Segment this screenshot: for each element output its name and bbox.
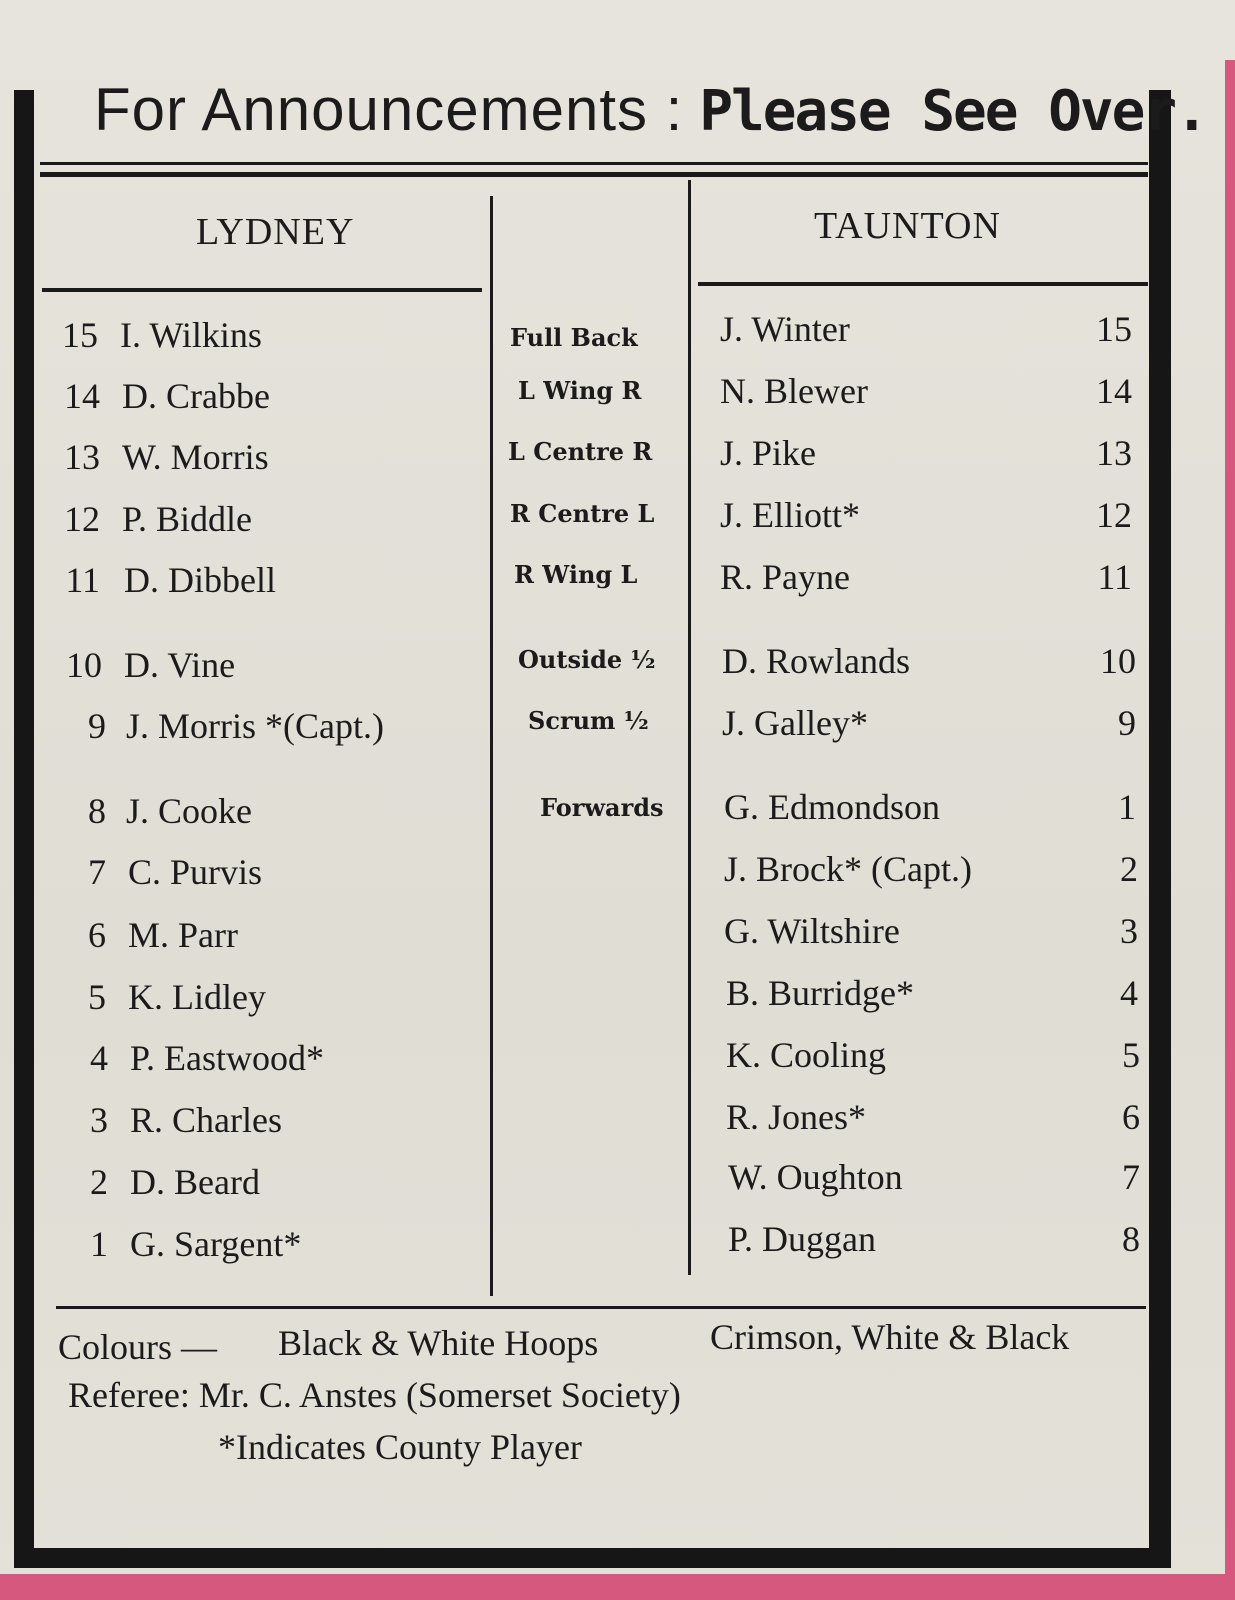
player-number: 5 xyxy=(1122,1035,1140,1075)
player-number: 4 xyxy=(1120,973,1138,1013)
player-name: D. Vine xyxy=(124,645,236,685)
position-centre: R Centre L xyxy=(510,499,655,528)
player-name: J. Pike xyxy=(720,433,817,473)
player-number: 8 xyxy=(1122,1219,1140,1259)
player-number: 14 xyxy=(64,376,100,416)
page-edge xyxy=(1225,60,1235,1600)
player-name: R. Charles xyxy=(130,1100,282,1140)
page-title xyxy=(94,70,1207,150)
player-name: G. Wiltshire xyxy=(724,911,900,951)
player-name: M. Parr xyxy=(128,915,238,955)
player-number: 3 xyxy=(90,1100,108,1140)
position-wing: L Wing R xyxy=(518,376,642,405)
player-name: D. Dibbell xyxy=(124,560,276,600)
position-full-back: Full Back xyxy=(510,323,638,352)
footer-rule xyxy=(56,1306,1146,1309)
player-name: D. Beard xyxy=(130,1162,260,1202)
player-name: B. Burridge* xyxy=(726,973,914,1013)
player-name: J. Brock* (Capt.) xyxy=(724,849,972,889)
away-team-rule xyxy=(698,282,1148,286)
player-name: J. Galley* xyxy=(722,703,868,743)
home-team-rule xyxy=(42,288,482,292)
player-name: G. Edmondson xyxy=(724,787,940,827)
player-number: 15 xyxy=(1096,309,1132,349)
player-number: 1 xyxy=(1118,787,1136,827)
player-name: D. Crabbe xyxy=(122,376,270,416)
player-number: 2 xyxy=(1120,849,1138,889)
player-name: C. Purvis xyxy=(128,852,263,892)
player-name: N. Blewer xyxy=(720,371,868,411)
player-name: P. Biddle xyxy=(122,499,253,539)
player-number: 6 xyxy=(88,915,106,955)
player-number: 8 xyxy=(88,791,106,831)
player-number: 15 xyxy=(62,315,98,355)
player-name: P. Duggan xyxy=(728,1219,877,1259)
title-see-over: Please See Over. xyxy=(699,79,1207,144)
player-number: 13 xyxy=(64,437,100,477)
team-name-home: LYDNEY xyxy=(196,211,355,253)
player-name: D. Rowlands xyxy=(722,641,910,681)
title-announcements: For Announcements : xyxy=(94,76,684,143)
player-name: J. Winter xyxy=(720,309,850,349)
position-wing: R Wing L xyxy=(514,560,638,589)
position-forwards: Forwards xyxy=(540,793,664,822)
player-number: 9 xyxy=(88,706,106,746)
player-name: K. Cooling xyxy=(726,1035,887,1075)
column-divider-left xyxy=(490,196,493,1296)
position-scrum-half: Scrum ½ xyxy=(528,706,649,735)
player-name: R. Jones* xyxy=(726,1097,867,1137)
player-number: 2 xyxy=(90,1162,108,1202)
header-rule-thick xyxy=(40,172,1148,177)
position-centre: L Centre R xyxy=(508,437,653,466)
player-name: G. Sargent* xyxy=(130,1224,302,1264)
home-colours: Black & White Hoops xyxy=(278,1323,599,1363)
player-name: W. Morris xyxy=(122,437,269,477)
player-number: 11 xyxy=(1097,557,1132,597)
player-number: 13 xyxy=(1096,433,1132,473)
column-divider-right xyxy=(688,180,691,1275)
player-name: R. Payne xyxy=(720,557,850,597)
player-number: 10 xyxy=(66,645,102,685)
player-number: 7 xyxy=(88,852,106,892)
player-name: J. Elliott* xyxy=(720,495,861,535)
page-edge-bottom xyxy=(0,1574,1235,1600)
player-number: 3 xyxy=(1120,911,1138,951)
player-number: 12 xyxy=(1096,495,1132,535)
player-number: 14 xyxy=(1096,371,1132,411)
player-number: 6 xyxy=(1122,1097,1140,1137)
player-number: 1 xyxy=(90,1224,108,1264)
county-player-note: *Indicates County Player xyxy=(218,1427,582,1467)
header-rule xyxy=(40,162,1148,165)
player-number: 5 xyxy=(88,977,106,1017)
referee-line: Referee: Mr. C. Anstes (Somerset Society) xyxy=(68,1375,681,1415)
player-number: 11 xyxy=(65,560,100,600)
player-name: J. Cooke xyxy=(126,791,252,831)
player-number: 4 xyxy=(90,1038,108,1078)
team-name-away: TAUNTON xyxy=(814,205,1001,247)
player-name: W. Oughton xyxy=(728,1157,903,1197)
player-number: 12 xyxy=(64,499,100,539)
player-number: 10 xyxy=(1100,641,1136,681)
player-name: K. Lidley xyxy=(128,977,266,1017)
player-name: P. Eastwood* xyxy=(130,1038,325,1078)
player-name: J. Morris *(Capt.) xyxy=(126,706,384,746)
away-colours: Crimson, White & Black xyxy=(710,1317,1070,1357)
player-number: 7 xyxy=(1122,1157,1140,1197)
colours-label: Colours — xyxy=(58,1327,218,1367)
player-number: 9 xyxy=(1118,703,1136,743)
position-outside-half: Outside ½ xyxy=(518,645,656,674)
player-name: I. Wilkins xyxy=(120,315,262,355)
